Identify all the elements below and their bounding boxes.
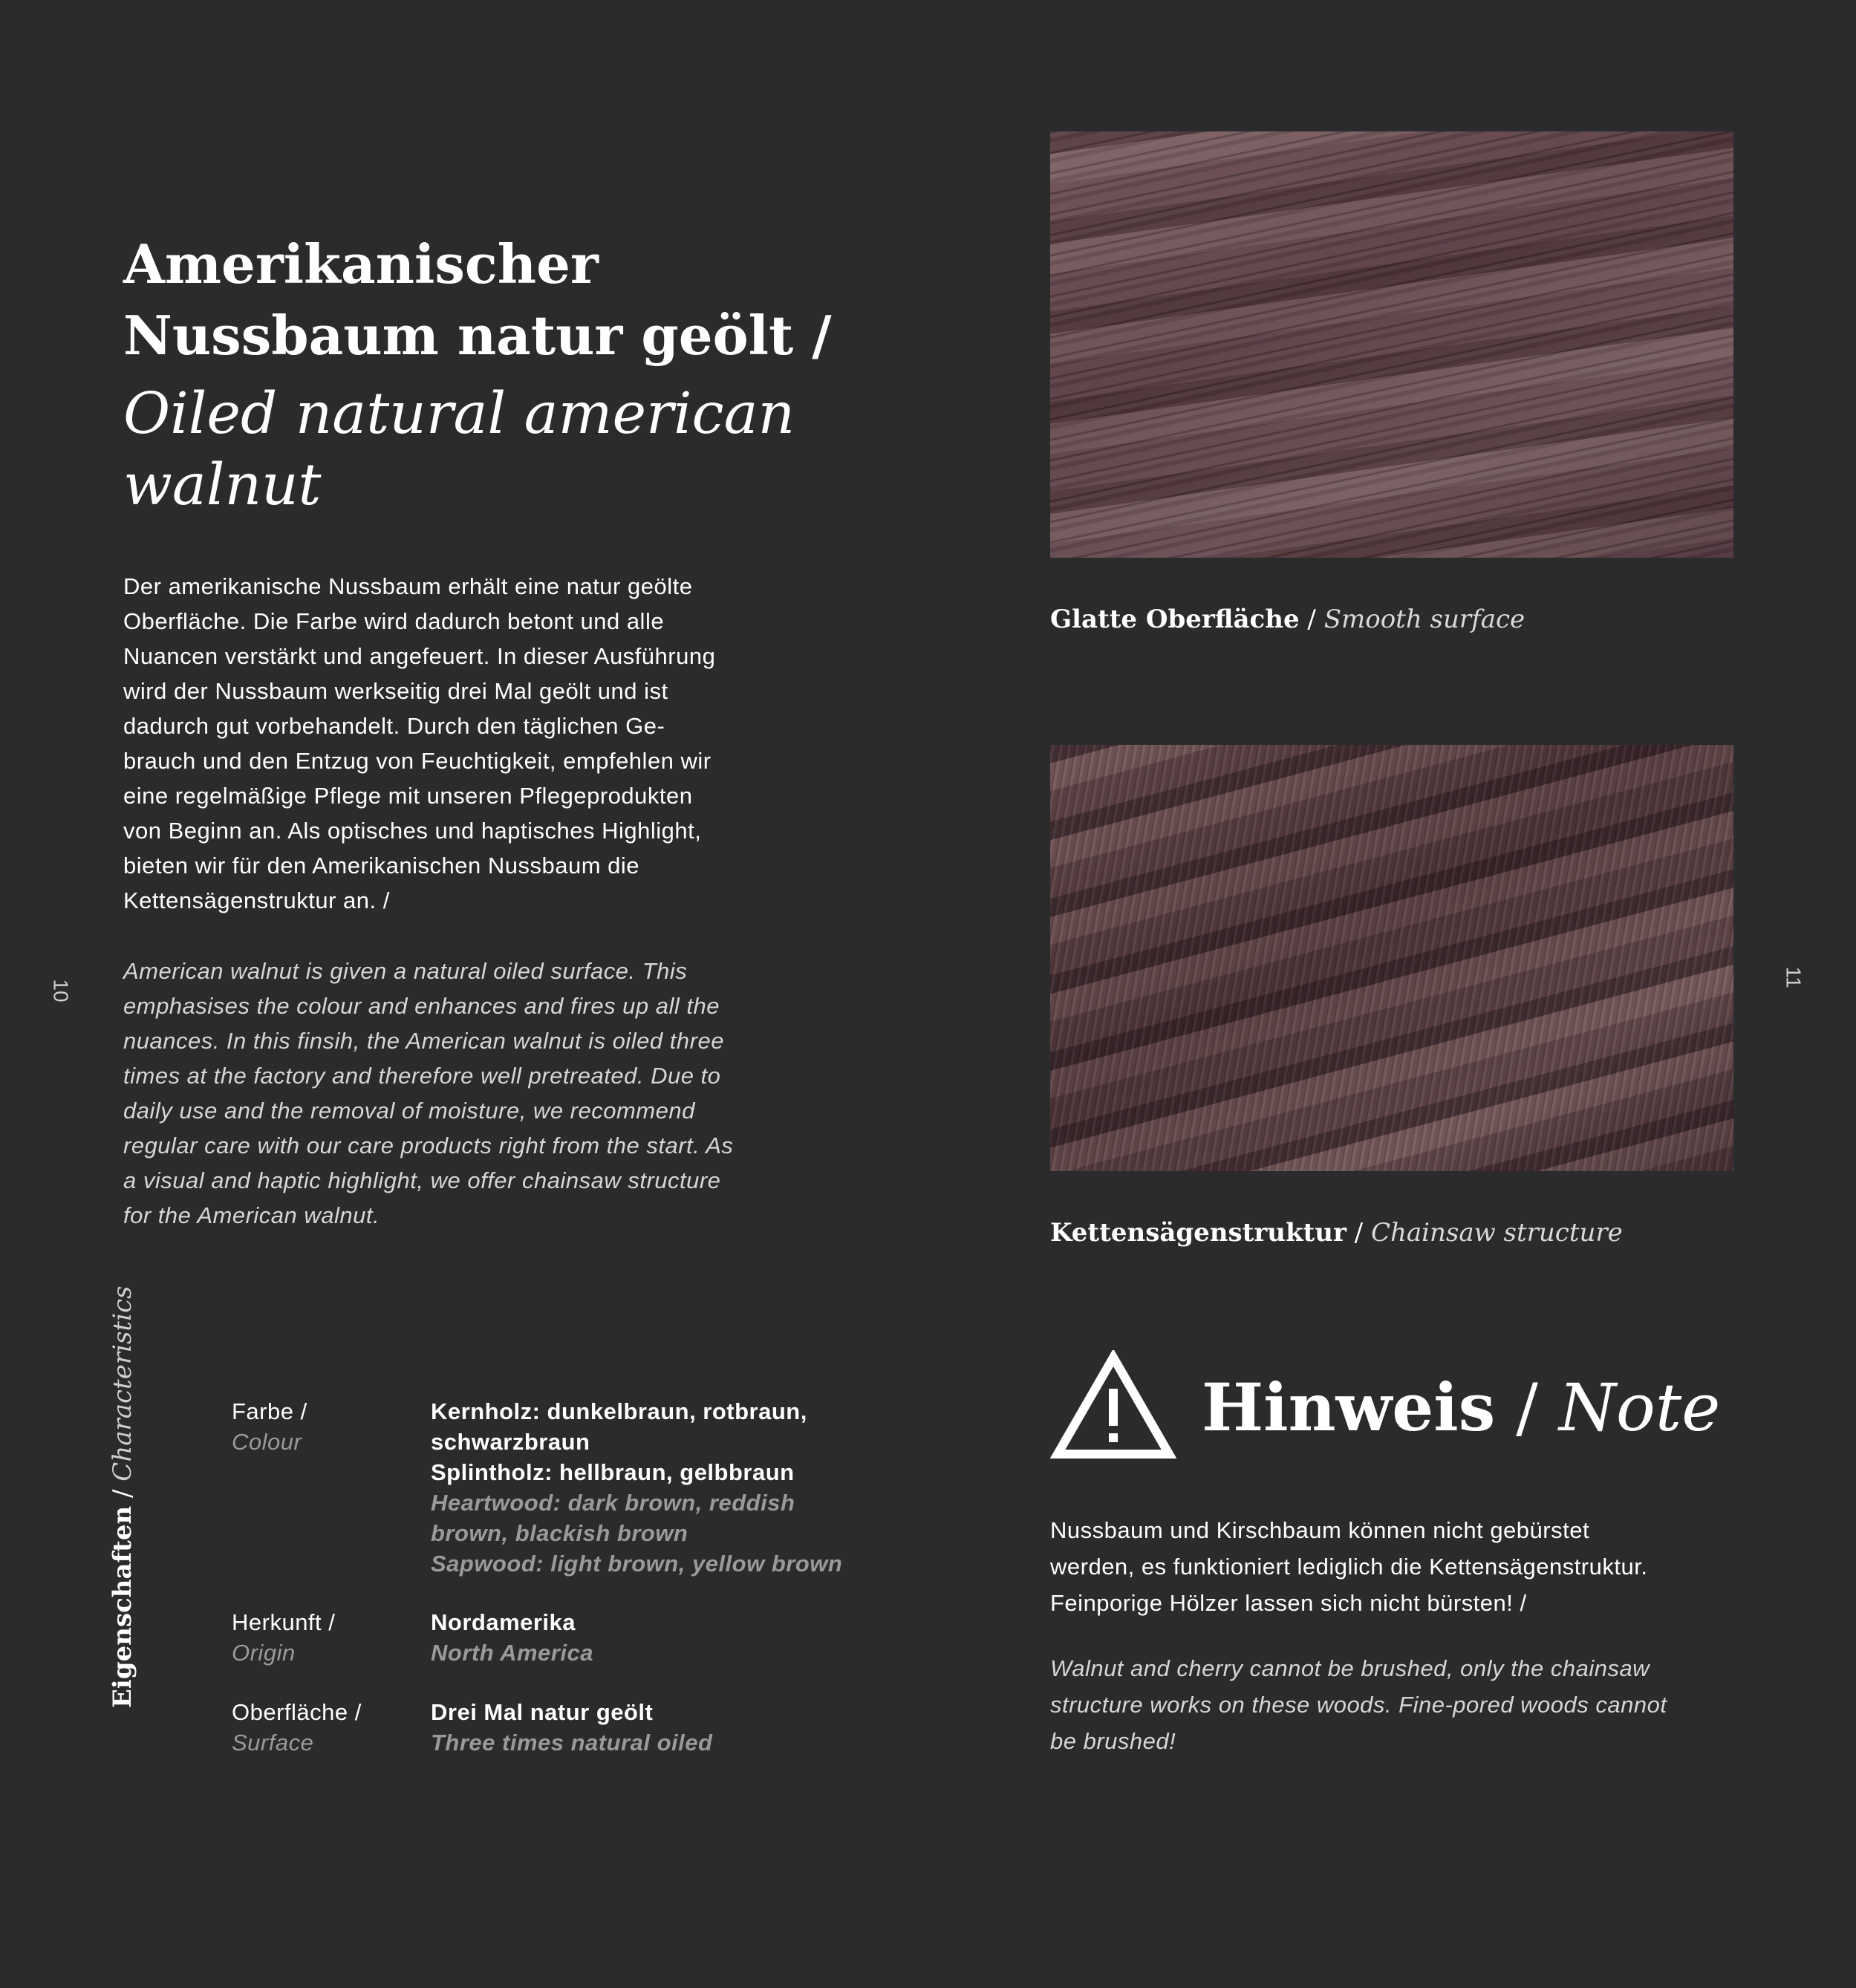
surface-label [232,1697,362,1758]
characteristics-heading-en: Characteristics [108,1285,137,1482]
caption-smooth-en: Smooth surface [1323,604,1525,634]
body-de-line: Oberfläche. Die Farbe wird dadurch betont und alle [123,608,665,634]
note-de-line: Feinporige Hölzer lassen sich nicht bürsten! / [1050,1590,1527,1616]
surface-en: Three times natural oiled [431,1730,713,1756]
caption-separator: / [1299,604,1324,634]
note-text-en [1050,1650,1748,1759]
colour-de-2: schwarzbraun [431,1429,590,1455]
characteristics-separator: / [108,1481,137,1506]
body-de-line: wird der Nussbaum werkseitig drei Mal geölt und ist [123,678,668,704]
body-en-line: daily use and the removal of moisture, we recommend [123,1098,695,1124]
body-en-line: a visual and haptic highlight, we offer chainsaw structure [123,1167,721,1193]
caption-chainsaw-de: Kettensägenstruktur [1050,1218,1347,1248]
title-de-line-1: Amerikanischer [123,232,599,296]
origin-label-en: Origin [232,1640,296,1666]
body-de-line: Nuancen verstärkt und angefeuert. In dieser Ausführung [123,643,716,669]
wood-image-chainsaw [1050,745,1733,1171]
title-de-line-2: Nussbaum natur geölt / [123,304,832,367]
wood-image-smooth [1050,131,1733,558]
colour-de-3: Splintholz: hellbraun, gelbbraun [431,1459,795,1485]
body-en-line: for the American walnut. [123,1202,380,1228]
caption-separator: / [1346,1218,1371,1248]
surface-label-en: Surface [232,1730,314,1756]
note-text-de [1050,1512,1748,1621]
warning-triangle-icon [1050,1350,1176,1461]
body-de-line: von Beginn an. Als optisches und haptisches Highlight, [123,818,702,844]
surface-label-de: Oberfläche / [232,1699,362,1725]
page-title-de [123,229,866,371]
origin-value [431,1607,891,1668]
page-number-left: 10 [49,979,73,1003]
colour-de-1: Kernholz: dunkelbraun, rotbraun, [431,1398,807,1424]
note-en-line: structure works on these woods. Fine-pored woods cannot [1050,1692,1667,1718]
body-de-line: eine regelmäßige Pflege mit unseren Pflegeprodukten [123,783,693,809]
surface-value [431,1697,891,1758]
colour-label [232,1396,307,1457]
origin-label [232,1607,335,1668]
page-number-right: 11 [1782,966,1805,988]
note-title-separator: / [1495,1369,1559,1446]
body-en-line: regular care with our care products right from the start. As [123,1132,734,1158]
title-en-line-1: Oiled natural american [123,381,795,447]
colour-label-de: Farbe / [232,1398,307,1424]
colour-value [431,1396,891,1579]
body-en-line: times at the factory and therefore well pretreated. Due to [123,1063,721,1089]
caption-smooth-de: Glatte Oberfläche [1050,604,1300,634]
body-de-line: brauch und den Entzug von Feuchtigkeit, empfehlen wir [123,748,712,774]
body-de-line: bieten wir für den Amerikanischen Nussbaum die [123,853,640,879]
body-text-de [123,569,807,918]
note-title [1202,1366,1720,1449]
note-de-line: Nussbaum und Kirschbaum können nicht gebürstet [1050,1517,1590,1543]
note-title-en: Note [1558,1369,1721,1446]
origin-en: North America [431,1640,593,1666]
body-en-line: nuances. In this finsih, the American walnut is oiled three [123,1028,724,1054]
body-en-line: American walnut is given a natural oiled surface. This [123,958,688,984]
caption-chainsaw-en: Chainsaw structure [1370,1218,1623,1248]
body-en-line: emphasises the colour and enhances and fires up all the [123,993,720,1019]
note-de-line: werden, es funktioniert lediglich die Kettensägenstruktur. [1050,1554,1648,1580]
colour-en-1: Heartwood: dark brown, reddish [431,1490,795,1516]
body-de-line: Der amerikanische Nussbaum erhält eine natur geölte [123,573,693,599]
characteristics-heading-de: Eigenschaften [108,1505,137,1708]
note-en-line: Walnut and cherry cannot be brushed, only the chainsaw [1050,1655,1650,1681]
image-caption-chainsaw [1050,1218,1623,1248]
body-text-en [123,954,807,1233]
colour-en-3: Sapwood: light brown, yellow brown [431,1551,843,1577]
colour-en-2: brown, blackish brown [431,1520,688,1546]
origin-label-de: Herkunft / [232,1609,336,1635]
note-en-line: be brushed! [1050,1728,1176,1754]
body-de-line: Kettensägenstruktur an. / [123,887,390,913]
page-title-en [123,379,866,521]
origin-de: Nordamerika [431,1609,576,1635]
note-title-de: Hinweis [1202,1369,1496,1446]
body-de-line: dadurch gut vorbehandelt. Durch den täglichen Ge- [123,713,665,739]
image-caption-smooth [1050,604,1525,634]
surface-de: Drei Mal natur geölt [431,1699,654,1725]
characteristics-heading [108,1286,137,1708]
colour-label-en: Colour [232,1429,302,1455]
title-en-line-2: walnut [123,452,322,518]
